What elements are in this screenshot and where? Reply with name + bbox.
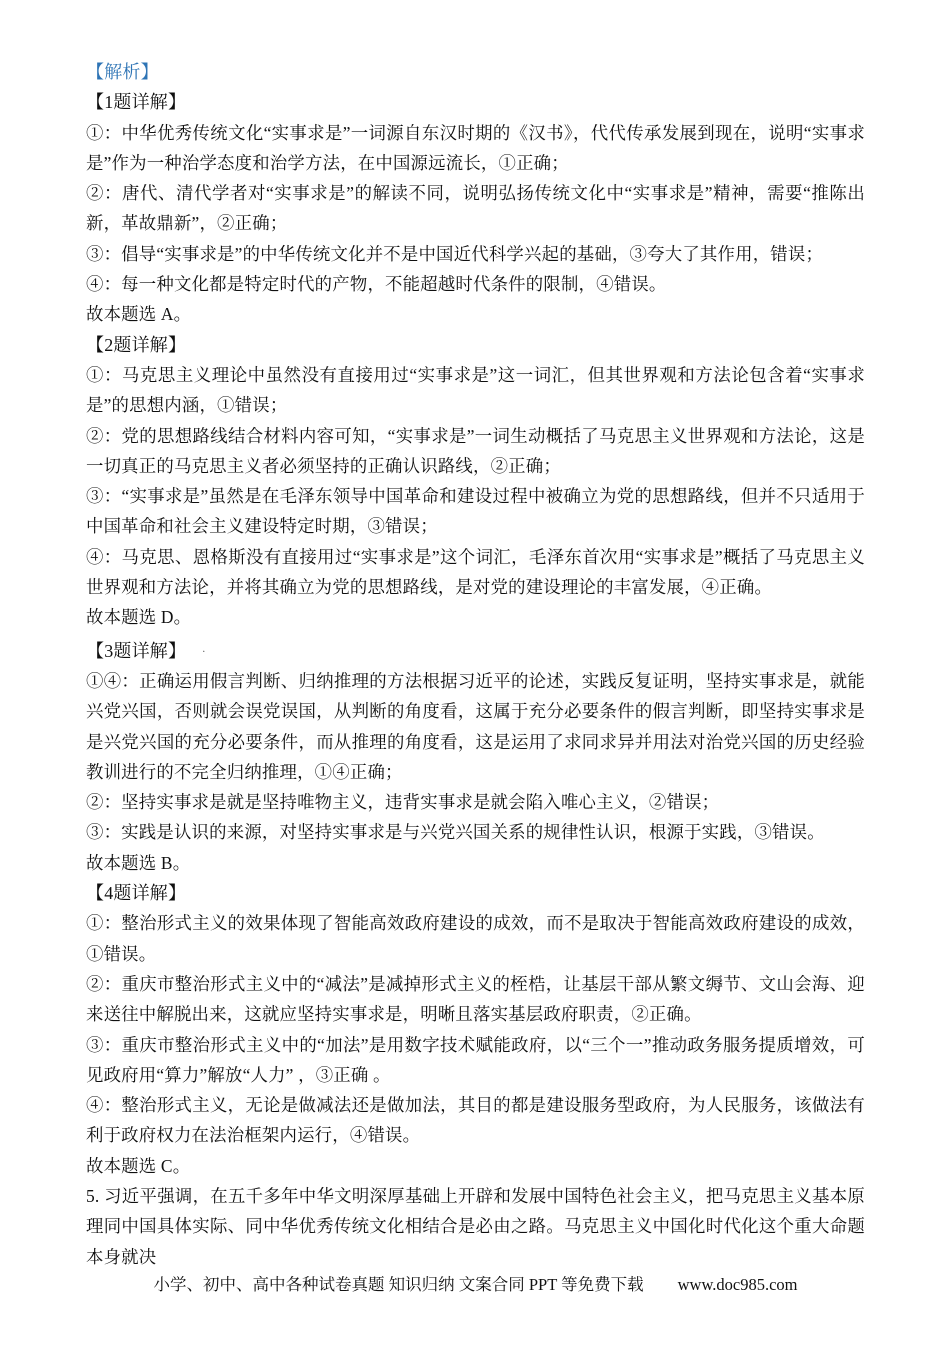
q3-point-2: ②：坚持实事求是就是坚持唯物主义，违背实事求是就会陷入唯心主义，②错误； [86, 792, 720, 813]
q3-point-1: ①④：正确运用假言判断、归纳推理的方法根据习近平的论述，实践反复证明，坚持实事求是，就能兴党兴国，否则就会误党误国，从判断的角度看，这属于充分必要条件的假言判断，即坚持实事求是是兴党兴国的充分必要条件，而从推理的角度看，这是运用了求同求异并用法对治党兴国的历史经验教训进行的不完全归纳推理，①④正确； [86, 670, 865, 782]
q3-heading [86, 633, 865, 666]
q2-point-1: ①：马克思主义理论中虽然没有直接用过“实事求是”这一词汇，但其世界观和方法论包含着“实事求是”的思想内涵，①错误； [86, 364, 865, 416]
q4-point-4: ④：整治形式主义，无论是做减法还是做加法，其目的都是建设服务型政府，为人民服务，该做法有利于政府权力在法治框架内运行，④错误。 [86, 1095, 865, 1146]
q1-answer: 故本题选 A。 [86, 304, 192, 325]
q2-point-4: ④：马克思、恩格斯没有直接用过“实事求是”这个词汇，毛泽东首次用“实事求是”概括了马克思主义世界观和方法论，并将其确立为党的思想路线，是对党的建设理论的丰富发展，④正确。 [86, 546, 865, 598]
q3-answer: 故本题选 B。 [86, 852, 191, 873]
q1-heading: 【1题详解】 [86, 92, 187, 113]
q1-point-3: ③：倡导“实事求是”的中华传统文化并不是中国近代科学兴起的基础，③夸大了其作用，错误； [86, 243, 824, 264]
q1-point-4: ④：每一种文化都是特定时代的产物，不能超越时代条件的限制，④错误。 [86, 274, 667, 295]
q2-point-2: ②：党的思想路线结合材料内容可知，“实事求是”一词生动概括了马克思主义世界观和方法论，这是一切真正的马克思主义者必须坚持的正确认识路线，②正确； [86, 425, 865, 476]
q2-point-3: ③：“实事求是”虽然是在毛泽东领导中国革命和建设过程中被确立为党的思想路线，但并不只适用于中国革命和社会主义建设特定时期，③错误； [86, 486, 865, 537]
q2-answer: 故本题选 D。 [86, 607, 192, 628]
q4-point-1: ①：整治形式主义的效果体现了智能高效政府建设的成效，而不是取决于智能高效政府建设的成效，①错误。 [86, 913, 865, 964]
page-footer [86, 1273, 865, 1297]
q1-point-1: ①：中华优秀传统文化“实事求是”一词源自东汉时期的《汉书》，代代传承发展到现在，说明“实事求是”作为一种治学态度和治学方法，在中国源远流长，①正确； [86, 122, 865, 173]
q4-answer: 故本题选 C。 [86, 1155, 191, 1176]
analysis-heading: 【解析】 [86, 62, 159, 82]
q4-heading: 【4题详解】 [86, 883, 187, 904]
footer-download-text: 小学、初中、高中各种试卷真题 知识归纳 文案合同 PPT 等免费下载 [153, 1275, 644, 1294]
stray-mark: . [202, 640, 206, 655]
q4-point-2: ②：重庆市整治形式主义中的“减法”是减掉形式主义的桎梏，让基层干部从繁文缛节、文山会海、迎来送往中解脱出来，这就应坚持实事求是，明晰且落实基层政府职责，②正确。 [86, 973, 865, 1025]
q3-point-3: ③：实践是认识的来源，对坚持实事求是与兴党兴国关系的规律性认识，根源于实践，③错误。 [86, 822, 825, 843]
q3-heading-label: 【3题详解】 [86, 640, 187, 661]
document-content [86, 57, 865, 1272]
q1-point-2: ②：唐代、清代学者对“实事求是”的解读不同，说明弘扬传统文化中“实事求是”精神，需要“推陈出新，革故鼎新”，②正确； [86, 183, 865, 234]
footer-site-url: www.doc985.com [677, 1275, 798, 1294]
q4-point-3: ③：重庆市整治形式主义中的“加法”是用数字技术赋能政府，以“三个一”推动政务服务提质增效，可见政府用“算力”解放“人力” ，③正确 。 [86, 1034, 865, 1085]
q2-heading: 【2题详解】 [86, 334, 187, 355]
question-5-text: 5. 习近平强调，在五千多年中华文明深厚基础上开辟和发展中国特色社会主义，把马克思主义基本原理同中国具体实际、同中华优秀传统文化相结合是必由之路。马克思主义中国化时代化这个重大命题本身就决 [86, 1185, 865, 1267]
